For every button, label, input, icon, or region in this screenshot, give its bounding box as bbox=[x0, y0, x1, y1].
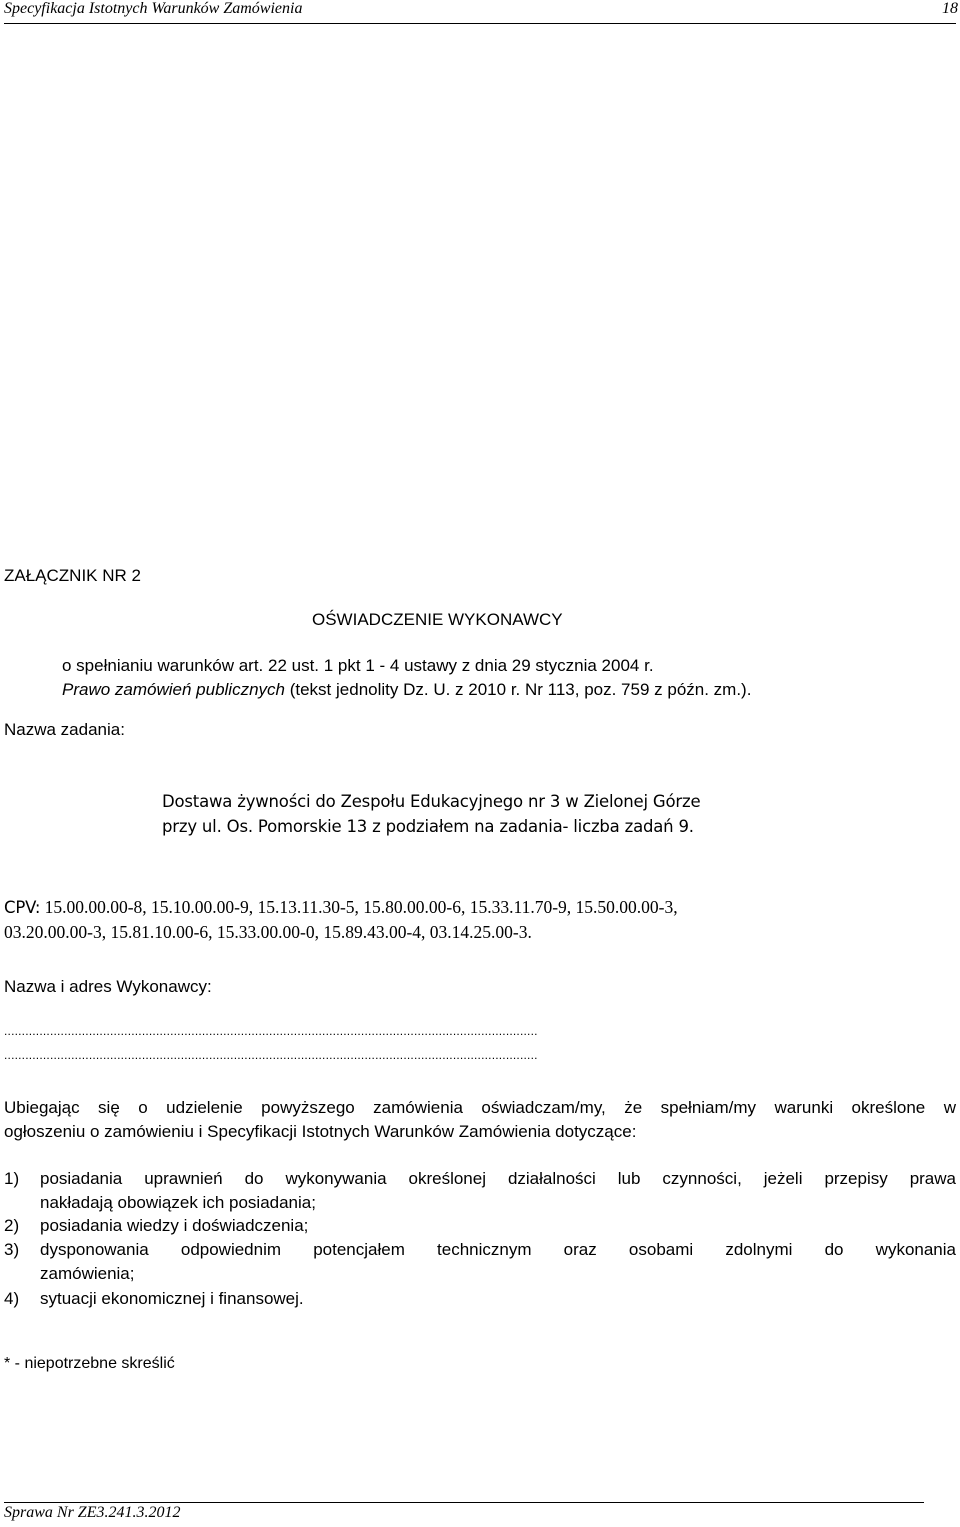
item-2-line1: posiadania wiedzy i doświadczenia; bbox=[40, 1216, 309, 1235]
task-label: Nazwa zadania: bbox=[4, 720, 125, 739]
footer-case-number: Sprawa Nr ZE3.241.3.2012 bbox=[4, 1504, 181, 1521]
item-1-number: 1) bbox=[4, 1169, 20, 1188]
item-1-line2: nakładają obowiązek ich posiadania; bbox=[40, 1193, 316, 1212]
declaration-line1: Ubiegając się o udzielenie powyższego zamówienia oświadczam/my, że spełniam/my warunki określone w bbox=[4, 1098, 956, 1117]
page-number: 18 bbox=[942, 0, 958, 17]
cpv-label: CPV: bbox=[4, 898, 41, 917]
item-3-line2: zamówienia; bbox=[40, 1264, 135, 1283]
cpv-codes-2: 03.20.00.00-3, 15.81.10.00-6, 15.33.00.00-0, 15.89.43.00-4, 03.14.25.00-3. bbox=[4, 922, 532, 942]
cpv-codes-1: 15.00.00.00-8, 15.10.00.00-9, 15.13.11.30-5, 15.80.00.00-6, 15.33.11.70-9, 15.50.00.00-3, bbox=[40, 897, 678, 917]
statement-title: OŚWIADCZENIE WYKONAWCY bbox=[312, 610, 563, 629]
item-4-number: 4) bbox=[4, 1289, 20, 1308]
attachment-label: ZAŁĄCZNIK NR 2 bbox=[4, 566, 141, 585]
contractor-dots-2: ....................................................................................................................................................... bbox=[4, 1048, 538, 1062]
item-1-line1: posiadania uprawnień do wykonywania określonej działalności lub czynności, jeżeli przepisy prawa bbox=[40, 1169, 956, 1188]
cpv-line1 bbox=[4, 897, 678, 918]
item-2-number: 2) bbox=[4, 1216, 20, 1235]
strike-note: * - niepotrzebne skreślić bbox=[4, 1355, 175, 1372]
legal-basis-line2 bbox=[62, 680, 751, 700]
item-3-number: 3) bbox=[4, 1240, 20, 1259]
act-details: (tekst jednolity Dz. U. z 2010 r. Nr 113, poz. 759 z późn. zm.). bbox=[285, 680, 752, 699]
task-line1: Dostawa żywności do Zespołu Edukacyjnego nr 3 w Zielonej Górze bbox=[162, 792, 701, 811]
item-3-line1: dysponowania odpowiednim potencjałem technicznym oraz osobami zdolnymi do wykonania bbox=[40, 1240, 956, 1259]
task-line2: przy ul. Os. Pomorskie 13 z podziałem na zadania- liczba zadań 9. bbox=[162, 817, 694, 836]
header-divider bbox=[4, 23, 956, 24]
contractor-dots-1: ....................................................................................................................................................... bbox=[4, 1024, 538, 1038]
item-4-line1: sytuacji ekonomicznej i finansowej. bbox=[40, 1289, 304, 1308]
header-title: Specyfikacja Istotnych Warunków Zamówienia bbox=[4, 0, 303, 17]
act-name: Prawo zamówień publicznych bbox=[62, 680, 285, 699]
legal-basis-line1: o spełnianiu warunków art. 22 ust. 1 pkt 1 - 4 ustawy z dnia 29 stycznia 2004 r. bbox=[62, 656, 654, 675]
declaration-line2: ogłoszeniu o zamówieniu i Specyfikacji Istotnych Warunków Zamówienia dotyczące: bbox=[4, 1122, 637, 1141]
contractor-label: Nazwa i adres Wykonawcy: bbox=[4, 977, 212, 996]
footer-divider bbox=[4, 1502, 924, 1503]
